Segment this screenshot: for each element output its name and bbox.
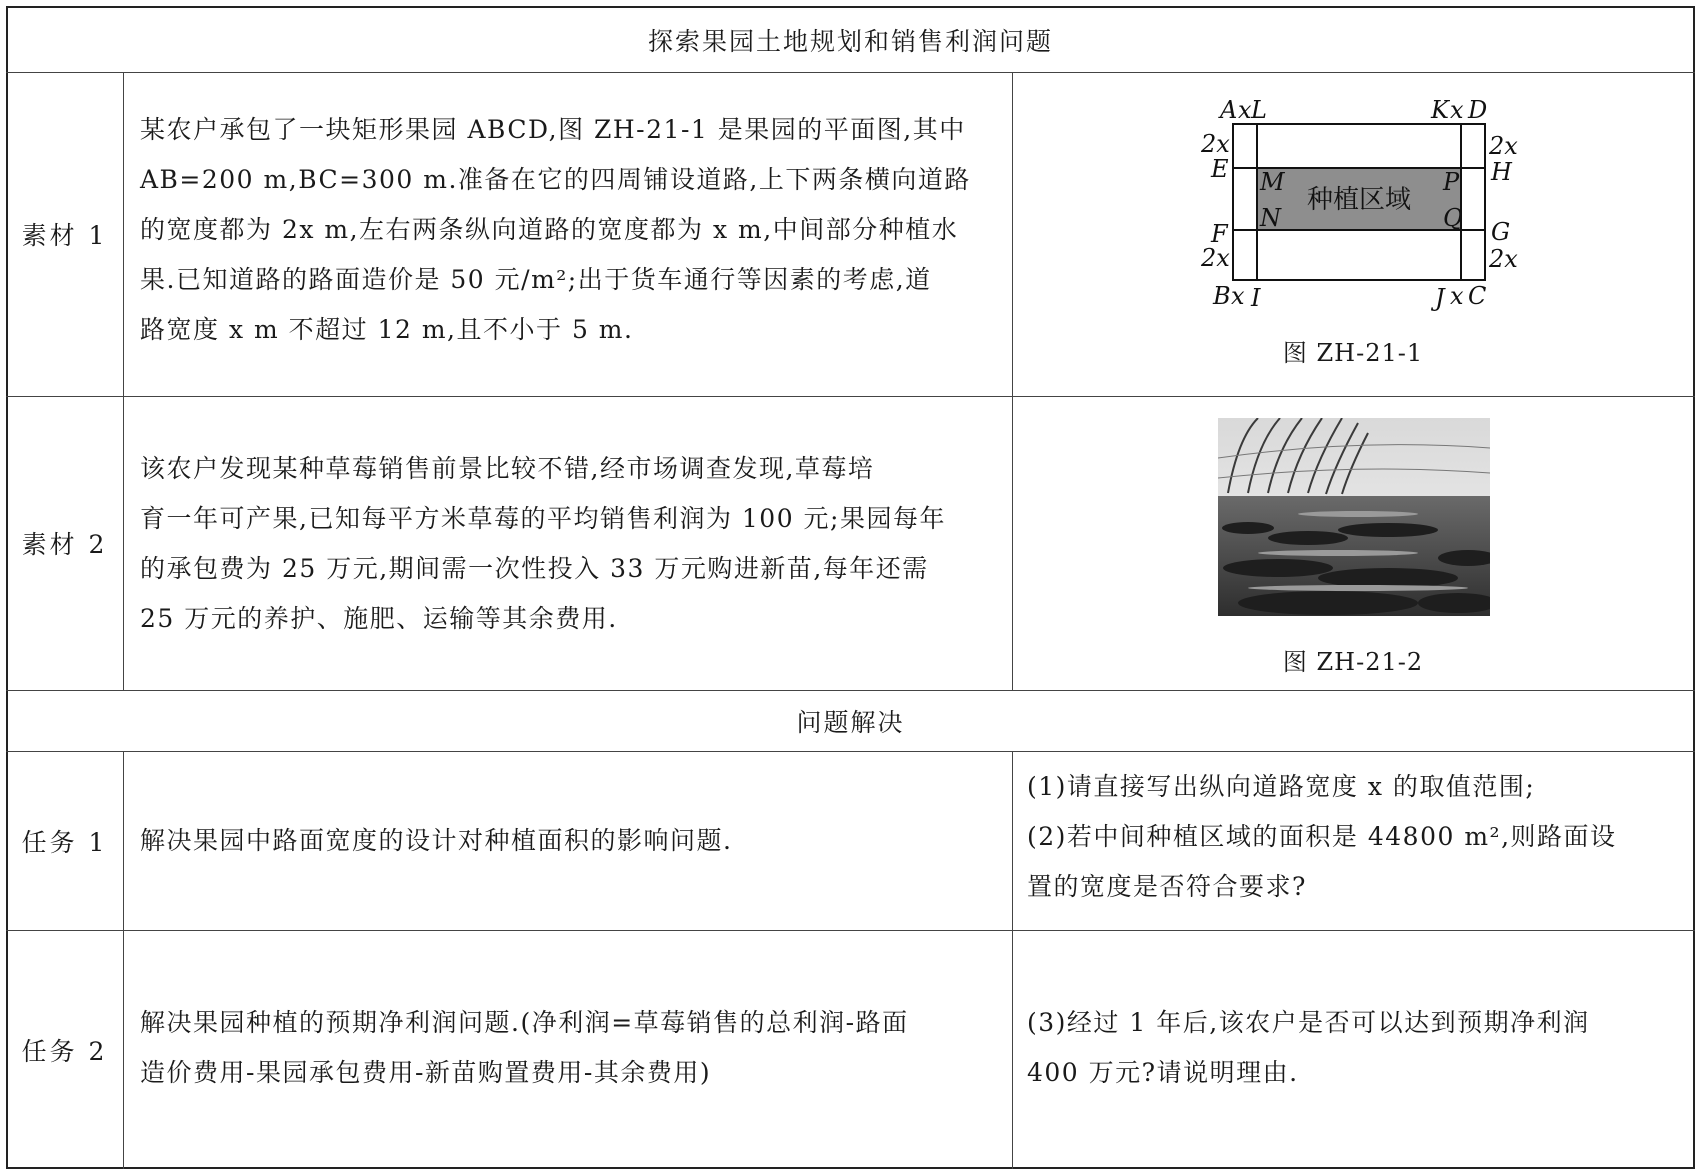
label-K: K: [1431, 96, 1449, 124]
task1-label: 任务 1: [21, 827, 108, 857]
material1-line: 某农户承包了一块矩形果园 ABCD,图 ZH-21-1 是果园的平面图,其中: [140, 115, 966, 144]
row-divider: [6, 72, 1695, 73]
label-x: x: [1450, 96, 1464, 124]
label-x: x: [1231, 282, 1245, 310]
label-x: x: [1238, 96, 1252, 124]
column-divider: [1012, 751, 1013, 1169]
material1-line: 的宽度都为 2x m,左右两条纵向道路的宽度都为 x m,中间部分种植水: [140, 215, 959, 244]
task2-line: 造价费用-果园承包费用-新苗购置费用-其余费用): [140, 1058, 712, 1087]
material2-text: [140, 444, 998, 654]
label-x: x: [1450, 282, 1464, 310]
task2-question: (3)经过 1 年后,该农户是否可以达到预期净利润: [1027, 1008, 1590, 1037]
material2-line: 25 万元的养护、施肥、运输等其余费用.: [140, 604, 618, 633]
label-2x: 2x: [1489, 132, 1518, 160]
label-2x: 2x: [1201, 130, 1230, 158]
label-L: L: [1251, 96, 1267, 124]
table-title: 探索果园土地规划和销售利润问题: [647, 27, 1053, 56]
region-label: 种植区域: [1306, 185, 1412, 215]
label-B: B: [1213, 282, 1231, 310]
label-G: G: [1491, 218, 1511, 246]
label-2x: 2x: [1489, 245, 1518, 273]
label-F: F: [1211, 220, 1228, 248]
label-Q: Q: [1443, 204, 1463, 232]
material2-label: 素材 2: [21, 530, 108, 559]
task2-label: 任务 2: [21, 1036, 108, 1066]
task2-description: [140, 998, 998, 1108]
task1-question: (2)若中间种植区域的面积是 44800 m²,则路面设: [1027, 822, 1617, 851]
material1-label: 素材 1: [21, 221, 108, 250]
material1-line: AB=200 m,BC=300 m.准备在它的四周铺设道路,上下两条横向道路: [140, 165, 971, 194]
material1-text: [140, 105, 998, 365]
row-divider: [6, 930, 1695, 931]
label-E: E: [1211, 155, 1229, 183]
material1-line: 路宽度 x m 不超过 12 m,且不小于 5 m.: [140, 315, 634, 344]
material2-line: 的承包费为 25 万元,期间需一次性投入 33 万元购进新苗,每年还需: [140, 554, 929, 583]
label-D: D: [1468, 96, 1488, 124]
label-A: A: [1220, 96, 1238, 124]
task1-question: (1)请直接写出纵向道路宽度 x 的取值范围;: [1027, 772, 1536, 801]
row-divider: [6, 396, 1695, 397]
material2-line: 该农户发现某种草莓销售前景比较不错,经市场调查发现,草莓培: [140, 454, 875, 483]
task2-line: 解决果园种植的预期净利润问题.(净利润=草莓销售的总利润-路面: [140, 1008, 909, 1037]
figure1-caption: 图 ZH-21-1: [1282, 339, 1424, 367]
label-N: N: [1260, 204, 1281, 232]
figure2-caption: 图 ZH-21-2: [1282, 648, 1424, 676]
material2-line: 育一年可产果,已知每平方米草莓的平均销售利润为 100 元;果园每年: [140, 504, 946, 533]
label-H: H: [1491, 158, 1512, 186]
task1-description: 解决果园中路面宽度的设计对种植面积的影响问题.: [140, 825, 733, 855]
label-C: C: [1468, 282, 1487, 310]
task2-questions: [1027, 998, 1687, 1108]
label-2x: 2x: [1201, 244, 1230, 272]
task2-question: 400 万元?请说明理由.: [1027, 1058, 1299, 1087]
task1-question: 置的宽度是否符合要求?: [1027, 872, 1307, 901]
column-divider: [123, 751, 124, 1169]
label-J: J: [1435, 284, 1445, 312]
section-header: 问题解决: [796, 707, 905, 737]
greenhouse-photo: [1218, 418, 1490, 616]
label-P: P: [1443, 168, 1460, 196]
label-I: I: [1251, 284, 1261, 312]
column-divider: [123, 72, 124, 690]
task1-questions: [1027, 762, 1687, 922]
material1-line: 果.已知道路的路面造价是 50 元/m²;出于货车通行等因素的考虑,道: [140, 265, 932, 294]
label-M: M: [1260, 168, 1285, 196]
